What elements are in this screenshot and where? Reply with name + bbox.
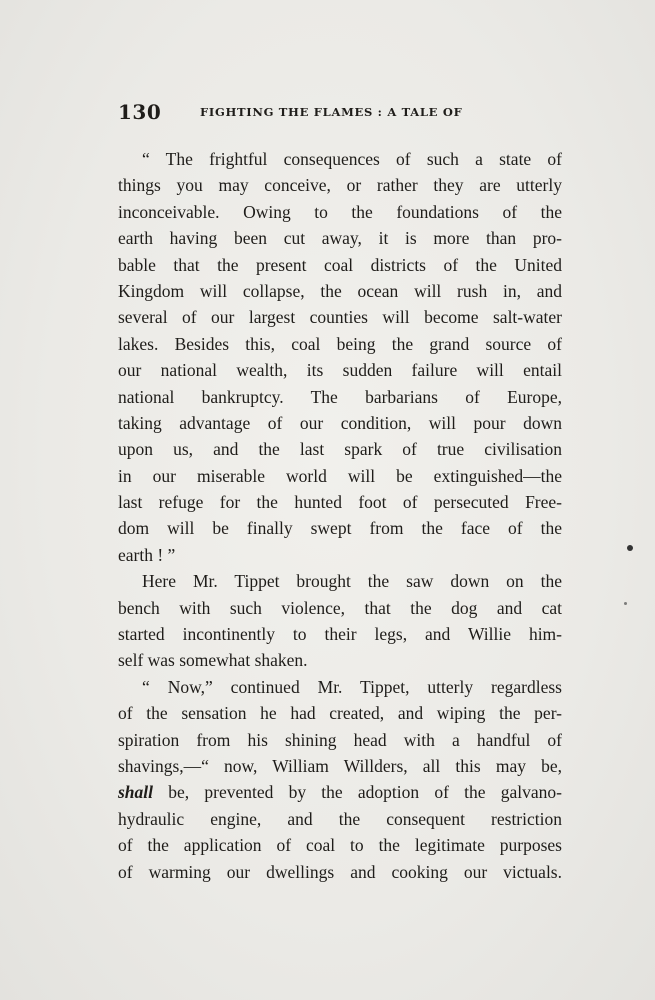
- body-text: [118, 146, 562, 885]
- text-line: “ The frightful consequences of such a state of: [142, 149, 562, 169]
- text-line: spiration from his shining head with a handful of: [118, 729, 562, 750]
- text-line: shavings,—“ now, William Willders, all this may be,: [118, 755, 562, 776]
- text-line: self was somewhat shaken.: [118, 650, 308, 671]
- page-number: 130: [118, 100, 162, 124]
- text-line: inconceivable. Owing to the foundations of the: [118, 201, 562, 222]
- running-title: FIGHTING THE FLAMES : A TALE OF: [200, 105, 463, 119]
- text-line: started incontinently to their legs, and Willie him-: [118, 624, 562, 645]
- ink-speck: [627, 545, 633, 551]
- text-line: bable that the present coal districts of the United: [118, 254, 562, 275]
- text-line: Here Mr. Tippet brought the saw down on the: [142, 571, 562, 592]
- text-line: shall be, prevented by the adoption of the galvano-: [118, 782, 562, 803]
- text-line: of the sensation he had created, and wiping the per-: [118, 703, 562, 724]
- text-line: hydraulic engine, and the consequent restriction: [118, 808, 562, 829]
- emphasis-word: shall: [118, 782, 154, 803]
- text-line: last refuge for the hunted foot of persecuted Free-: [118, 492, 562, 513]
- text-line: bench with such violence, that the dog and cat: [118, 597, 562, 618]
- text-line: “ Now,” continued Mr. Tippet, utterly regardless: [142, 676, 562, 697]
- text-line: several of our largest counties will become salt-water: [118, 307, 562, 328]
- text-line: Kingdom will collapse, the ocean will rush in, and: [118, 280, 562, 301]
- text-line: earth having been cut away, it is more than pro-: [118, 228, 562, 249]
- text-line: in our miserable world will be extinguished—the: [118, 465, 562, 486]
- text-line: earth ! ”: [118, 544, 176, 565]
- text-line: of the application of coal to the legitimate purposes: [118, 835, 562, 856]
- running-head: [118, 100, 578, 128]
- text-line: upon us, and the last spark of true civilisation: [118, 439, 562, 460]
- text-line: taking advantage of our condition, will pour down: [118, 412, 562, 433]
- text-line: of warming our dwellings and cooking our victuals.: [118, 861, 562, 882]
- text-line: our national wealth, its sudden failure will entail: [118, 360, 562, 381]
- text-line: dom will be finally swept from the face of the: [118, 518, 562, 539]
- text-line: national bankruptcy. The barbarians of Europe,: [118, 386, 562, 407]
- text-line: things you may conceive, or rather they are utterly: [118, 175, 562, 196]
- ink-speck: [624, 602, 627, 605]
- text-line: lakes. Besides this, coal being the grand source of: [118, 333, 562, 354]
